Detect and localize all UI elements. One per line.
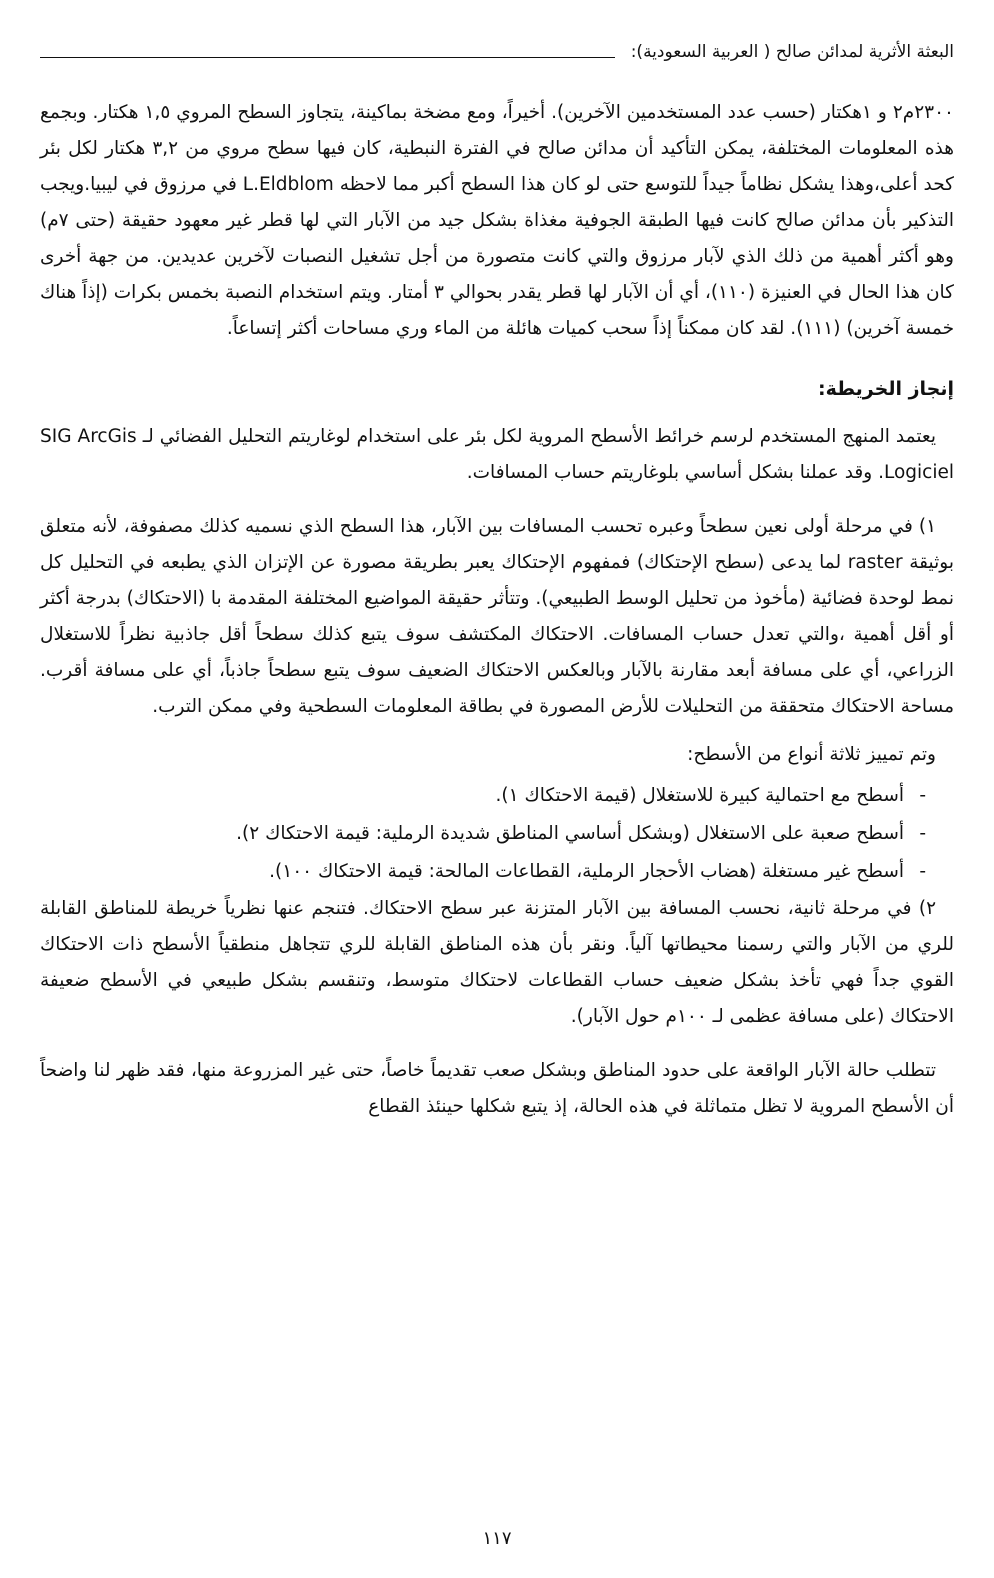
header-title: البعثة الأثرية لمدائن صالح ( العربية السعودية):: [630, 42, 954, 62]
list-item-text: أسطح مع احتمالية كبيرة للاستغلال (قيمة الاحتكاك ١).: [495, 785, 904, 806]
list-item-text: أسطح صعبة على الاستغلال (وبشكل أساسي المناطق شديدة الرملية: قيمة الاحتكاك ٢).: [236, 823, 904, 844]
body-text: [40, 95, 954, 1125]
list-bullet: -: [919, 861, 926, 882]
running-header: [40, 30, 954, 64]
list-item: [40, 777, 926, 815]
paragraph-step-two: ٢) في مرحلة ثانية، نحسب المسافة بين الآبار المتزنة عبر سطح الاحتكاك. فتنجم عنها نظرياً خريطة للمناطق القابلة للري من الآبار والتي رسمنا محيطاتها آلياً. ونقر بأن هذه المناطق القابلة للري تتجاهل منطقياً الأسطح ذات الاحتكاك القوي جداً فهي تأخذ بشكل ضعيف حساب القطاعات لاحتكاك متوسط، وتنقسم بشكل طبيعي في الأسطح ضعيفة الاحتكاك (على مسافة عظمى لـ ١٠٠م حول الآبار).: [40, 898, 954, 1027]
paragraph-irrigated-surfaces: ٢٣٠٠م٢ و ١هكتار (حسب عدد المستخدمين الآخرين). أخيراً، ومع مضخة بماكينة، يتجاوز السطح المروي ١,٥ هكتار. وبجمع هذه المعلومات المختلفة، يمكن التأكيد أن مدائن صالح في الفترة النبطية، كان فيها سطح مروي من ٣,٢ هكتار لكل بئر كحد أعلى،وهذا يشكل نظاماً جيداً للتوسع حتى لو كان هذا السطح أكبر مما لاحظه L.Eldblom في مرزوق في ليبيا.ويجب التذكير بأن مدائن صالح كانت فيها الطبقة الجوفية مغذاة بشكل جيد من الآبار التي لها قطر غير معهود حقيقة (حتى ٧م) وهو أكثر أهمية من ذلك الذي لآبار مرزوق والتي كانت متصورة من أجل تشغيل النصبات لآخرين عديدين. من جهة أخرى كان هذا الحال في العنيزة (١١٠)، أي أن الآبار لها قطر يقدر بحوالي ٣ أمتار. ويتم استخدام النصبة بخمس بكرات (إذاً هناك خمسة آخرين) (١١١). لقد كان ممكناً إذاً سحب كميات هائلة من الماء وري مساحات أكثر إتساعاً.: [40, 102, 954, 339]
paragraph-surface-types-intro: وتم تمييز ثلاثة أنواع من الأسطح:: [687, 744, 936, 765]
paragraph-method: يعتمد المنهج المستخدم لرسم خرائط الأسطح المروية لكل بئر على استخدام لوغاريتم التحليل الفضائي لـ SIG ArcGis Logiciel. وقد عملنا بشكل أساسي بلوغاريتم حساب المسافات.: [40, 426, 954, 483]
list-item-text: أسطح غير مستغلة (هضاب الأحجار الرملية، القطاعات المالحة: قيمة الاحتكاك ١٠٠).: [269, 861, 904, 882]
list-bullet: -: [919, 785, 926, 806]
surface-types-list: [40, 777, 954, 891]
paragraph-boundary-wells: تتطلب حالة الآبار الواقعة على حدود المناطق وبشكل صعب تقديماً خاصاً، حتى غير المزروعة منها، فقد ظهر لنا واضحاً أن الأسطح المروية لا تظل متماثلة في هذه الحالة، إذ يتبع شكلها حينئذ القطاع: [40, 1060, 954, 1117]
header-rule: [40, 57, 615, 58]
section-heading-map: إنجاز الخريطة:: [818, 378, 954, 400]
page-number: ١١٧: [482, 1528, 512, 1549]
paragraph-step-one: ١) في مرحلة أولى نعين سطحاً وعبره تحسب المسافات بين الآبار، هذا السطح الذي نسميه كذلك مصفوفة، لأنه متعلق بوثيقة raster لما يدعى (سطح الإحتكاك) فمفهوم الإحتكاك يعبر بطريقة مصورة عن الإتزان الذي يطبعه في التحليل كل نمط لوحدة فضائية (مأخوذ من تحليل الوسط الطبيعي). وتتأثر حقيقة المواضيع المختلفة المقدمة با (الاحتكاك) بدرجة أكثر أو أقل أهمية ،والتي تعدل حساب المسافات. الاحتكاك المكتشف سوف يتبع كذلك سطحاً أقل جاذبية نظراً للاستغلال الزراعي، أي على مسافة أبعد مقارنة بالآبار وبالعكس الاحتكاك الضعيف سوف يتبع سطحاً جاذباً، أي على مسافة أقرب. مساحة الاحتكاك متحققة من التحليلات للأرض المصورة في بطاقة المعلومات السطحية وفي ممكن الترب.: [40, 516, 954, 717]
list-item: [40, 853, 926, 891]
list-item: [40, 815, 926, 853]
list-bullet: -: [919, 823, 926, 844]
